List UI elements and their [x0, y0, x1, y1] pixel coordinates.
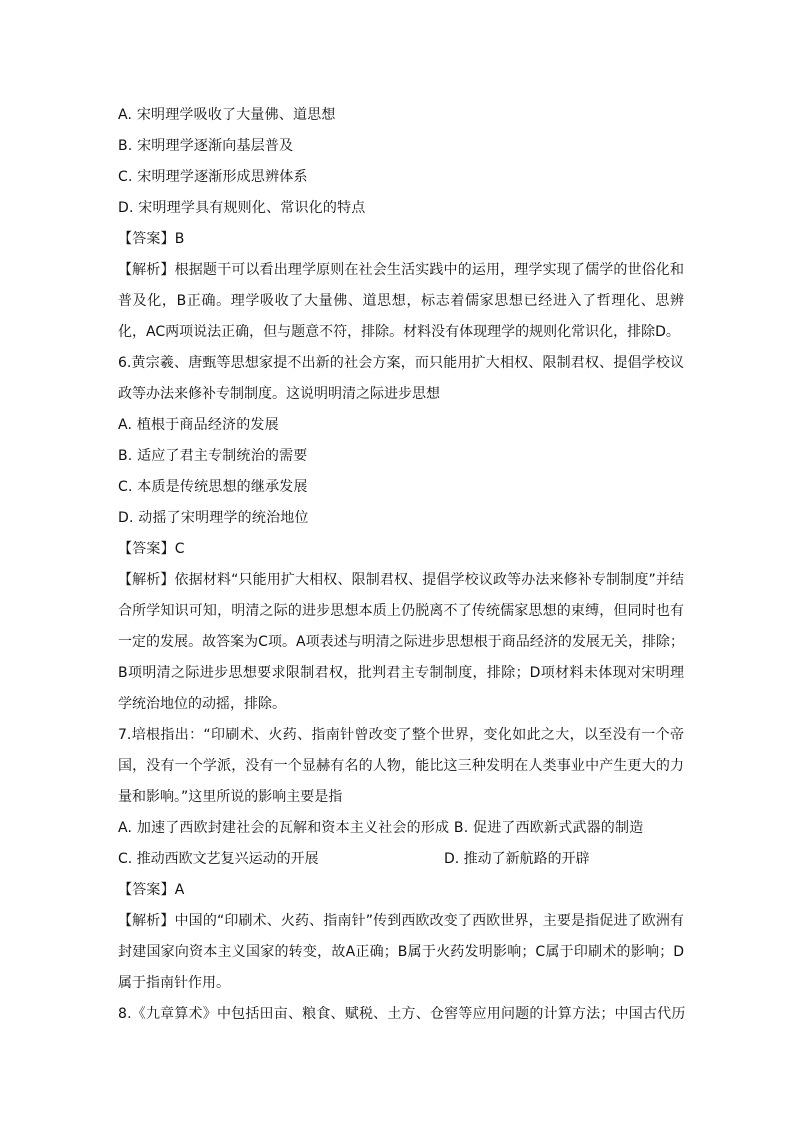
q6-analysis: 【解析】依据材料“只能用扩大相权、限制君权、提倡学校议政等办法来修补专制制度”并结合所学知识可知，明清之际的进步思想本质上仍脱离不了传统儒家思想的束缚，但同时也有一定的发展。故答案为C项。A项表述与明清之际进步思想根于商品经济的发展无关，排除；B项明清之际进步思想要求限制君权，批判君主专制制度，排除；D项材料未体现对宋明理学统治地位的动摇，排除。: [118, 572, 684, 712]
q6-option-c: C. 本质是传统思想的继承发展: [118, 479, 308, 495]
q7-option-d: D. 推动了新航路的开辟: [444, 851, 590, 867]
q5-option-b: B. 宋明理学逐渐向基层普及: [118, 138, 294, 154]
q7-options-row2: [118, 844, 684, 875]
q7-option-c: C. 推动西欧文艺复兴运动的开展: [118, 851, 319, 867]
q8-stem: 8.《九章算术》中包括田亩、粮食、赋税、土方、仓窖等应用问题的计算方法；中国古代历: [118, 1006, 686, 1022]
q5-option-a: A. 宋明理学吸收了大量佛、道思想: [118, 107, 336, 123]
q5-option-c: C. 宋明理学逐渐形成思辨体系: [118, 169, 308, 185]
q6-stem: 6.黄宗羲、唐甄等思想家提不出新的社会方案，而只能用扩大相权、限制君权、提倡学校议政等办法来修补专制制度。这说明明清之际进步思想: [118, 355, 684, 402]
q7-analysis: 【解析】中国的“印刷术、火药、指南针”传到西欧改变了西欧世界，主要是指促进了欧洲有封建国家向资本主义国家的转变，故A正确；B属于火药发明影响；C属于印刷术的影响；D属于指南针作用。: [118, 913, 684, 991]
q7-option-a: A. 加速了西欧封建社会的瓦解和资本主义社会的形成: [118, 820, 450, 836]
q7-options-row1: [118, 813, 684, 844]
q6-answer: 【答案】C: [118, 541, 185, 557]
q5-analysis: 【解析】根据题干可以看出理学原则在社会生活实践中的运用，理学实现了儒学的世俗化和普及化，B正确。理学吸收了大量佛、道思想，标志着儒家思想已经进入了哲理化、思辨化，AC两项说法正确，但与题意不符，排除。材料没有体现理学的规则化常识化，排除D。: [118, 262, 684, 340]
q6-option-b: B. 适应了君主专制统治的需要: [118, 448, 308, 464]
q6-option-a: A. 植根于商品经济的发展: [118, 417, 279, 433]
q7-option-b: B. 促进了西欧新式武器的制造: [453, 820, 644, 836]
q5-answer: 【答案】B: [118, 231, 185, 247]
q6-option-d: D. 动摇了宋明理学的统治地位: [118, 510, 309, 526]
q5-option-d: D. 宋明理学具有规则化、常识化的特点: [118, 200, 366, 216]
q7-stem: 7.培根指出：“印刷术、火药、指南针曾改变了整个世界，变化如此之大，以至没有一个帝国，没有一个学派，没有一个显赫有名的人物，能比这三种发明在人类事业中产生更大的力量和影响。”这里所说的影响主要是指: [118, 727, 684, 805]
q7-answer: 【答案】A: [118, 882, 185, 898]
